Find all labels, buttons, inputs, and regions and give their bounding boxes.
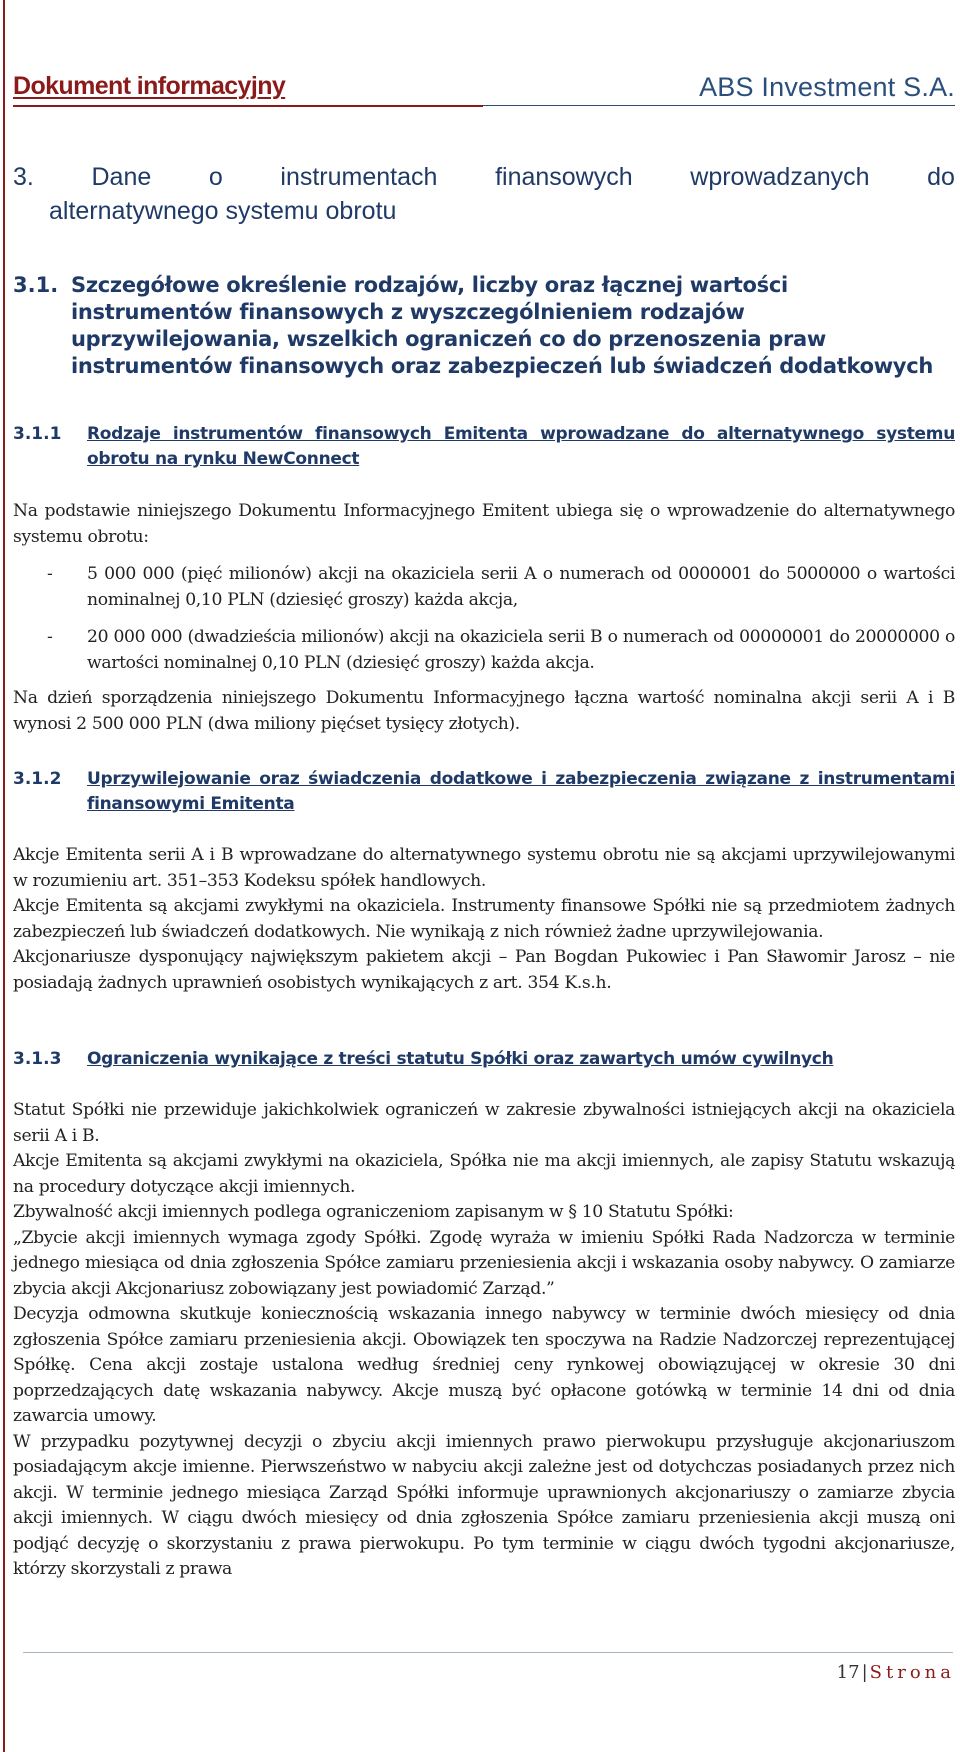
list-item-text: 20 000 000 (dwadzieścia milionów) akcji na okaziciela serii B o numerach od 00000001 do 20000000 o wartości nominalnej 0,10 PLN (dziesięć groszy) każda akcja. [87,627,955,673]
paragraph: Na dzień sporządzenia niniejszego Dokumentu Informacyjnego łączna wartość nominalna akcji serii A i B wynosi 2 500 000 PLN (dwa miliony pięćset tysięcy złotych). [13,688,955,734]
page-header [13,72,955,108]
section-3-1-3-body [13,1098,955,1583]
document-title: Dokument informacyjny [13,72,286,100]
paragraph: Akcjonariusze dysponujący największym pakietem akcji – Pan Bogdan Pukowiec i Pan Sławomir Jarosz – nie posiadają żadnych uprawnień osobistych wynikających z art. 354 K.s.h. [13,947,955,993]
section-3-1-2-body [13,843,955,996]
list-item [13,562,955,613]
bullet-dash: - [47,564,53,584]
section-3-1-2-heading [13,767,955,817]
section-title: Ograniczenia wynikające z treści statutu Spółki oraz zawartych umów cywilnych [87,1049,834,1069]
section-3-heading-line1 [13,160,955,194]
paragraph: Akcje Emitenta są akcjami zwykłymi na okaziciela, Spółka nie ma akcji imiennych, ale zapisy Statutu wskazują na procedury dotyczące akcji imiennych. [13,1151,955,1197]
paragraph: Na podstawie niniejszego Dokumentu Informacyjnego Emitent ubiega się o wprowadzenie do alternatywnego systemu obrotu: [13,501,955,547]
header-rule-red [13,105,483,107]
section-3-1-heading [13,272,955,380]
section-3-1-3-heading [13,1047,955,1072]
section-number: 3.1.3 [13,1049,62,1069]
company-name: ABS Investment S.A. [699,72,955,102]
heading-word: o [208,163,223,191]
heading-word: finansowych [495,163,633,191]
document-page [13,0,955,1752]
section-title: Uprzywilejowanie oraz świadczenia dodatkowe i zabezpieczenia związane z instrumentami finansowymi Emitenta [87,769,955,814]
left-margin-rule [3,0,5,1752]
paragraph: Akcje Emitenta są akcjami zwykłymi na okaziciela. Instrumenty finansowe Spółki nie są przedmiotem żadnych zabezpieczeń lub świadczeń dodatkowych. Nie wynikają z nich również żadne uprzywilejowania. [13,896,955,942]
heading-word: instrumentach [280,163,438,191]
section-3-heading-line2: alternatywnego systemu obrotu [49,197,397,225]
paragraph: Decyzja odmowna skutkuje koniecznością wskazania innego nabywcy w terminie dwóch miesięcy od dnia zgłoszenia Spółce zamiaru przeniesienia akcji. Obowiązek ten spoczywa na Radzie Nadzorczej reprezentującej Spółkę. Cena akcji zostaje ustalona według średniej ceny rynkowej obowiązującej w okresie 30 dni poprzedzających datę wskazania nabywcy. Akcje muszą być opłacone gotówką w terminie 14 dni od dnia zawarcia umowy. [13,1304,955,1426]
section-number: 3.1.2 [13,769,62,789]
heading-word: 3. [13,163,34,191]
list-item-text: 5 000 000 (pięć milionów) akcji na okaziciela serii A o numerach od 0000001 do 5000000 o wartości nominalnej 0,10 PLN (dziesięć groszy) każda akcja, [87,564,955,610]
paragraph: W przypadku pozytywnej decyzji o zbyciu akcji imiennych prawo pierwokupu przysługuje akcjonariuszom posiadającym akcje imienne. Pierwszeństwo w nabyciu akcji zależne jest od dotychczas posiadanych przez nich akcji. W terminie jednego miesiąca Zarząd Spółki informuje uprawnionych akcjonariuszy o zamiarze zbycia akcji imiennych. W ciągu dwóch miesięcy od dnia zgłoszenia Spółce zamiaru przeniesienia akcji muszą oni podjąć decyzję o skorzystaniu z prawa pierwokupu. Po tym terminie w ciągu dwóch tygodni akcjonariusze, którzy skorzystali z prawa [13,1431,955,1579]
heading-word: do [927,163,955,191]
paragraph: Statut Spółki nie przewiduje jakichkolwiek ograniczeń w zakresie zbywalności istniejących akcji na okaziciela serii A i B. [13,1100,955,1146]
heading-word: Dane [91,163,152,191]
page-number: 17 [836,1662,860,1683]
section-number: 3.1.1 [13,424,62,444]
section-3-1-1-heading [13,422,955,472]
quotation: „Zbycie akcji imiennych wymaga zgody Spółki. Zgodę wyraża w imieniu Spółki Rada Nadzorcza w terminie jednego miesiąca od dnia zgłoszenia Spółce zamiaru przeniesienia akcji i wskazania osoby nabywcy. O zamiarze zbycia akcji Akcjonariusz zobowiązany jest powiadomić Zarząd.” [13,1227,955,1299]
section-number: 3.1. [13,273,59,297]
footer-rule [23,1652,953,1653]
page-label: Strona [869,1662,955,1683]
section-3-heading [13,160,955,228]
page-footer [837,1662,955,1683]
section-title: Rodzaje instrumentów finansowych Emitenta wprowadzane do alternatywnego systemu obrotu na rynku NewConnect [87,424,955,469]
heading-word: wprowadzanych [690,163,870,191]
list-item [13,625,955,676]
section-3-1-1-body [13,499,955,737]
paragraph: Zbywalność akcji imiennych podlega ograniczeniom zapisanym w § 10 Statutu Spółki: [13,1202,734,1222]
page-separator: | [861,1662,868,1683]
header-rule-blue [483,105,955,106]
paragraph: Akcje Emitenta serii A i B wprowadzane do alternatywnego systemu obrotu nie są akcjami uprzywilejowanymi w rozumieniu art. 351–353 Kodeksu spółek handlowych. [13,845,955,891]
bullet-dash: - [47,627,53,647]
section-title: Szczegółowe określenie rodzajów, liczby oraz łącznej wartości instrumentów finansowych z wyszczególnieniem rodzajów uprzywilejowania, wszelkich ograniczeń co do przenoszenia praw instrumentów finansowych oraz zabezpieczeń lub świadczeń dodatkowych [71,273,933,378]
